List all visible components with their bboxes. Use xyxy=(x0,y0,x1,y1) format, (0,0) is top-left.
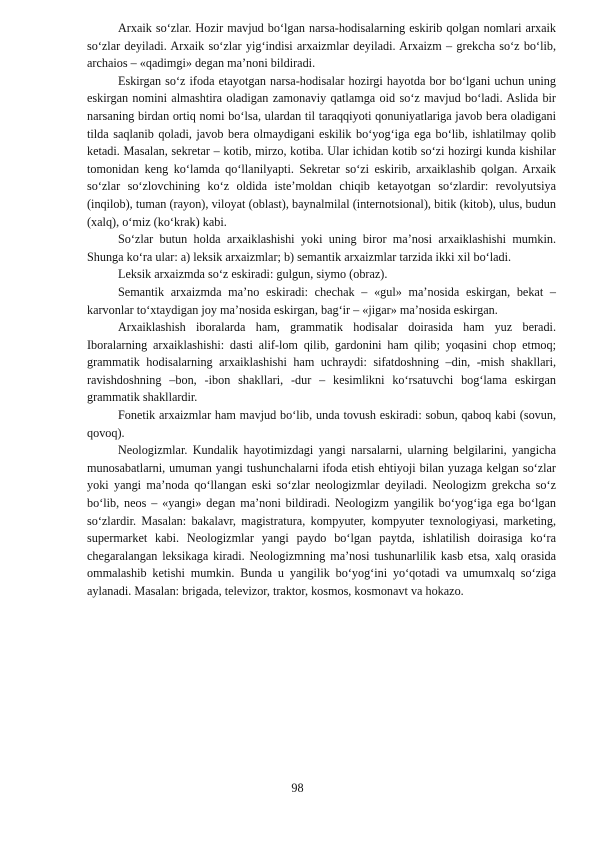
paragraph-neologisms: Neologizmlar. Kundalik hayotimizdagi yangi narsalarni, ularning belgilarini, yangicha munosabatlarni, umuman yangi tushunchalarni ifoda etish ehtiyoji bilan yuzaga kelgan so‘zlar yoki yangi ma’noda qo‘llangan eski so‘zlar neologizmlar deyiladi. Neologizm grekcha so‘z bo‘lib, neos – «yangi» degan ma’noni bildiradi. Neologizm yangilik bo‘yog‘iga ega bo‘lgan so‘zlardir. Masalan: bakalavr, magistratura, kompyuter, kompyuter texnologiyasi, marketing, supermarket kabi. Neologizmlar yangi paydo bo‘lgan paytda, ishlatilish doirasiga ko‘ra chegaralangan leksikaga kiradi. Neologizmning ma’nosi tushunarlilik kasb etsa, xalq orasida ommalashib ketishi mumkin. Bunda u yangilik bo‘yog‘ini yo‘qotadi va umumxalq so‘ziga aylanadi. Masalan: brigada, televizor, traktor, kosmos, kosmonavt va hokazo. xyxy=(87,443,556,598)
paragraph-archaic-words: Arxaik so‘zlar. Hozir mavjud bo‘lgan narsa-hodisalarning eskirib qolgan nomlari arxaik so‘zlar deyiladi. Arxaik so‘zlar yig‘indisi arxaizmlar deyiladi. Arxaizm – grekcha so‘z bo‘lib, archaios – «qadimgi» degan ma’noni bildiradi. xyxy=(87,21,556,71)
paragraph-phonetic-archaism: Fonetik arxaizmlar ham mavjud bo‘lib, unda tovush eskiradi: sobun, qaboq kabi (sovun, qovoq). xyxy=(87,408,556,440)
paragraph-obsolete-names: Eskirgan so‘z ifoda etayotgan narsa-hodisalar hozirgi hayotda bor bo‘lgani uchun uning eskirgan nomini almashtira oladigan zamonaviy qatlamga oid so‘z mavjud bo‘ladi. Aslida bir narsaning birdan ortiq nomi bo‘lsa, ulardan til taraqqiyoti qonuniyatlariga javob bera oladigani tilda saqlanib qoladi, javob bera olmaydigani eskilik bo‘yog‘iga ega bo‘lib, ishlatilmay qolib ketadi. Masalan, sekretar – kotib, mirzo, kotiba. Ular ichidan kotib so‘zi hozirgi kunda kishilar tomonidan keng ko‘lamda qo‘llanilyapti. Sekretar so‘zi eskirib, arxaiklashib qolgan. Arxaik so‘zlar so‘zlovchining ko‘z oldida iste’moldan chiqib ketayotgan so‘zlardir: revolyutsiya (inqilob), tuman (rayon), viloyat (oblast), baynalmilal (internotsional), bitik (kitob), ulus, budun (xalq), o‘miz (ko‘krak) kabi. xyxy=(87,73,556,229)
page-body xyxy=(87,20,556,601)
paragraph-archaism-types: So‘zlar butun holda arxaiklashishi yoki uning biror ma’nosi arxaiklashishi mumkin. Shunga ko‘ra ular: a) leksik arxaizmlar; b) semantik arxaizmlar tarzida ikki xil bo‘ladi. xyxy=(87,232,556,264)
paragraph-lexical-archaism: Leksik arxaizmda so‘z eskiradi: gulgun, siymo (obraz). xyxy=(118,267,388,282)
page-number: 98 xyxy=(291,781,304,795)
paragraph-semantic-archaism: Semantik arxaizmda ma’no eskiradi: chechak – «gul» ma’nosida eskirgan, bekat – karvonlar to‘xtaydigan joy ma’nosida eskirgan, bag‘ir – «jigar» ma’nosida eskirgan. xyxy=(87,284,556,317)
paragraph-grammatical-archaism: Arxaiklashish iboralarda ham, grammatik hodisalar doirasida ham yuz beradi. Iboralarning arxaiklashishi: dasti alif-lom qilib, gardonini ham qilib; yoqasini chop etmoq; grammatik hodisalarning arxaiklashishi ham uchraydi: sifatdoshning –din, -mish shakllari, ravishdoshning –bon, -ibon shakllari, -dur – kesimlikni ko‘rsatuvchi bog‘lama eskirgan grammatik shakllardir. xyxy=(87,320,556,405)
